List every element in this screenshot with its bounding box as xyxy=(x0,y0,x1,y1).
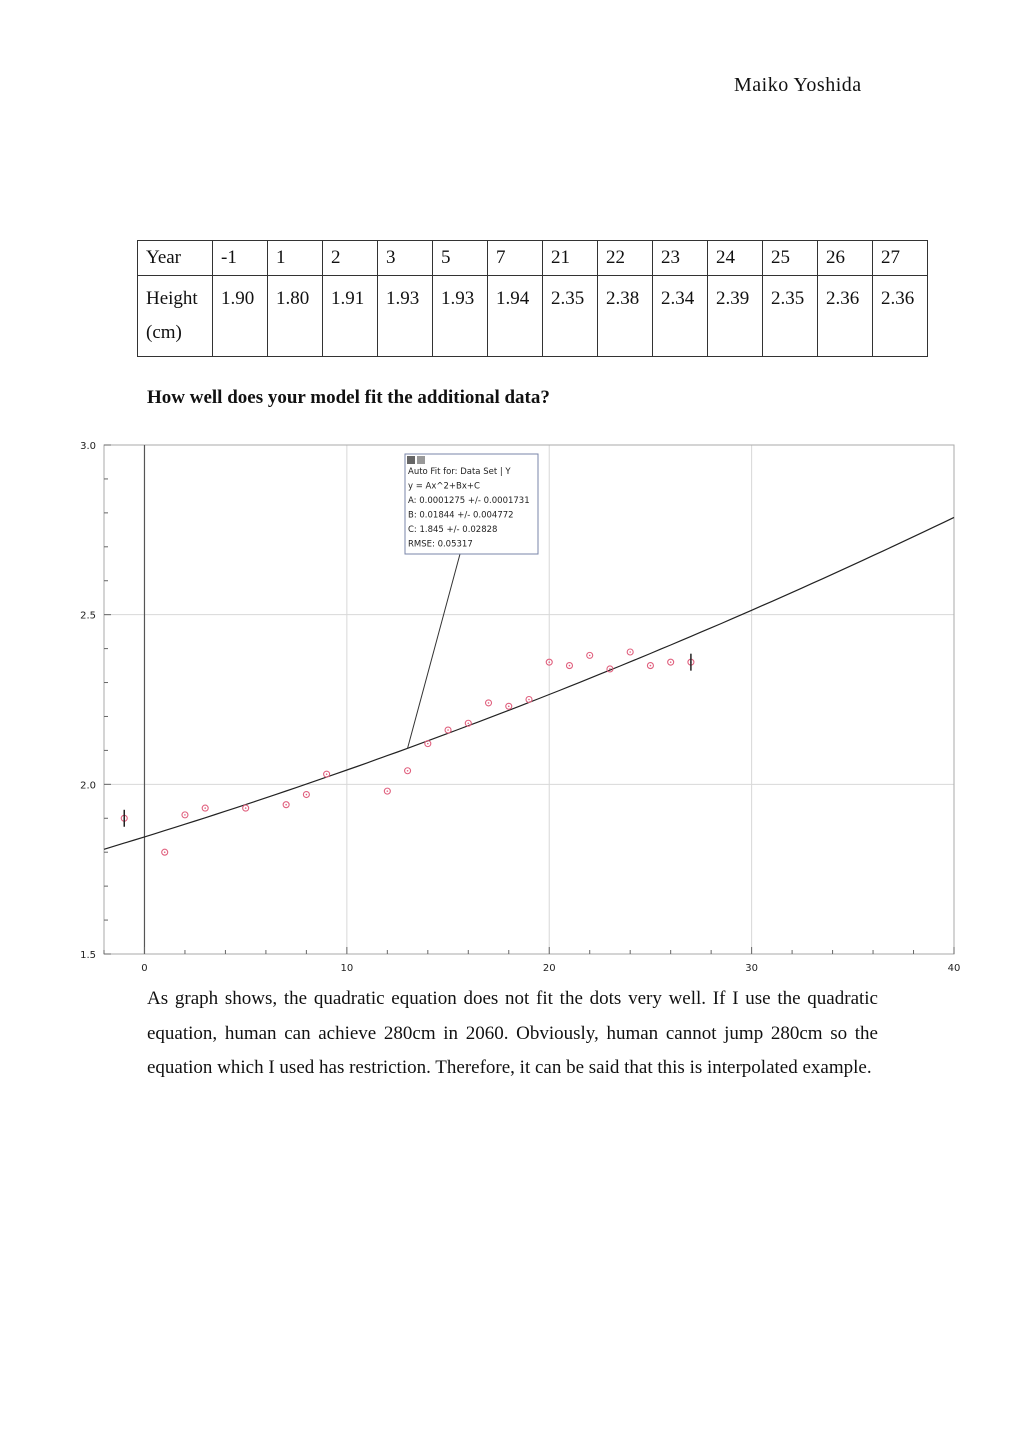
data-point-center xyxy=(184,814,186,816)
close-icon xyxy=(407,456,415,464)
x-tick-label: 10 xyxy=(340,963,354,974)
conclusion-paragraph: As graph shows, the quadratic equation does not fit the dots very well. If I use the quadratic equation, human can achieve 280cm in 2060. Obviously, human cannot jump 280cm so the equation which I used has restriction. Therefore, it can be said that this is interpolated example. xyxy=(147,988,878,1078)
data-point-center xyxy=(650,665,652,667)
data-point-center xyxy=(447,729,449,731)
data-point-center xyxy=(204,807,206,809)
data-point-center xyxy=(629,651,631,653)
data-point-center xyxy=(467,722,469,724)
data-point-center xyxy=(164,851,166,853)
fit-box-a: A: 0.0001275 +/- 0.0001731 xyxy=(408,496,530,506)
table-cell: 2.34 xyxy=(653,276,708,357)
data-point-center xyxy=(285,804,287,806)
table-row-height xyxy=(138,276,928,357)
y-tick-label: 2.5 xyxy=(80,610,96,622)
data-point-center xyxy=(508,705,510,707)
table-cell: 26 xyxy=(818,241,873,276)
table-cell: 2.36 xyxy=(873,276,928,357)
x-tick-label: 0 xyxy=(141,963,148,974)
data-point-center xyxy=(488,702,490,704)
data-point-center xyxy=(387,790,389,792)
table-cell: 2 xyxy=(323,241,378,276)
fit-box-title: Auto Fit for: Data Set | Y xyxy=(408,467,511,477)
table-cell: 2.36 xyxy=(818,276,873,357)
data-point-center xyxy=(326,773,328,775)
y-tick-label: 3.0 xyxy=(80,441,96,452)
fit-box-rmse: RMSE: 0.05317 xyxy=(408,539,473,550)
x-tick-label: 20 xyxy=(542,963,556,974)
data-point-center xyxy=(569,665,571,667)
table-cell: 2.39 xyxy=(708,276,763,357)
table-cell: 1 xyxy=(268,241,323,276)
x-tick-label: 40 xyxy=(947,963,961,974)
table-cell: 5 xyxy=(433,241,488,276)
table-cell: 7 xyxy=(488,241,543,276)
author-name: Maiko Yoshida xyxy=(734,74,862,96)
table-cell: 1.93 xyxy=(433,276,488,357)
table-cell-height-label: Height (cm) xyxy=(138,276,213,357)
y-tick-label: 2.0 xyxy=(80,780,96,792)
table-cell: 1.94 xyxy=(488,276,543,357)
table-cell: 21 xyxy=(543,241,598,276)
fit-box-b: B: 0.01844 +/- 0.004772 xyxy=(408,510,514,521)
data-point-center xyxy=(528,699,530,701)
table-cell: 24 xyxy=(708,241,763,276)
fit-box-equation: y = Ax^2+Bx+C xyxy=(408,481,480,492)
data-point-center xyxy=(407,770,409,772)
table-cell: 2.35 xyxy=(543,276,598,357)
table-cell: 23 xyxy=(653,241,708,276)
table-row-year xyxy=(138,241,928,276)
table-cell: 2.38 xyxy=(598,276,653,357)
data-point-center xyxy=(306,794,308,796)
x-tick-label: 30 xyxy=(745,963,758,974)
data-point-center xyxy=(548,661,550,663)
question-heading: How well does your model fit the additional data? xyxy=(147,387,550,408)
table-cell: -1 xyxy=(213,241,268,276)
table-cell: 1.90 xyxy=(213,276,268,357)
data-point-center xyxy=(589,655,591,657)
table-cell: 3 xyxy=(378,241,433,276)
table-cell-year-label: Year xyxy=(138,241,213,276)
data-table xyxy=(137,240,928,357)
table-cell: 1.80 xyxy=(268,276,323,357)
table-cell: 2.35 xyxy=(763,276,818,357)
options-icon xyxy=(417,456,425,464)
table-cell: 1.91 xyxy=(323,276,378,357)
fit-box-c: C: 1.845 +/- 0.02828 xyxy=(408,525,498,535)
fit-curve xyxy=(104,517,954,849)
data-point-center xyxy=(427,743,429,745)
data-point-center xyxy=(245,807,247,809)
fit-callout-leader xyxy=(408,554,460,748)
table-cell: 22 xyxy=(598,241,653,276)
table-cell: 27 xyxy=(873,241,928,276)
table-cell: 25 xyxy=(763,241,818,276)
table-cell: 1.93 xyxy=(378,276,433,357)
data-point-center xyxy=(609,668,611,670)
data-point-center xyxy=(670,661,672,663)
fit-chart xyxy=(70,432,970,977)
y-tick-label: 1.5 xyxy=(80,950,96,961)
